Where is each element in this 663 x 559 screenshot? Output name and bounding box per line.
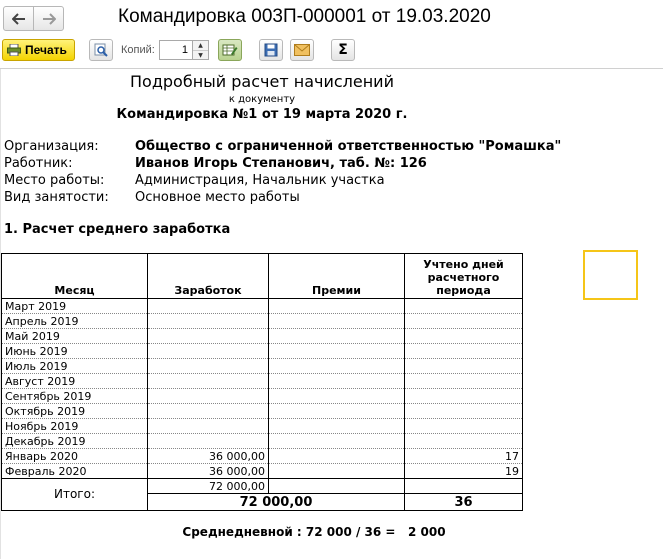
print-button-label: Печать	[25, 43, 67, 57]
forward-button[interactable]	[33, 6, 64, 31]
table-row	[2, 329, 523, 344]
employment-type-value: Основное место работы	[135, 190, 300, 205]
employee-value: Иванов Игорь Степанович, таб. №: 126	[135, 156, 427, 171]
bonus-cell	[269, 299, 405, 314]
bonus-cell	[269, 404, 405, 419]
workplace-label: Место работы:	[4, 173, 105, 188]
bonus-cell	[269, 344, 405, 359]
employment-type-label: Вид занятости:	[4, 190, 109, 205]
table-row	[2, 449, 523, 464]
print-button[interactable]	[2, 39, 75, 61]
month-cell: Ноябрь 2019	[2, 419, 148, 434]
earnings-cell: 36 000,00	[148, 449, 269, 464]
printer-icon	[7, 44, 21, 56]
envelope-icon	[294, 44, 310, 56]
days-cell	[405, 359, 523, 374]
days-cell	[405, 299, 523, 314]
table-row	[2, 359, 523, 374]
grand-total: 72 000,00	[148, 494, 405, 511]
copies-input[interactable]: 1	[159, 40, 192, 60]
bonus-cell	[269, 464, 405, 479]
arrow-left-icon	[12, 13, 26, 25]
days-cell	[405, 329, 523, 344]
bonus-cell	[269, 449, 405, 464]
copies-stepper[interactable]	[192, 40, 209, 60]
days-cell	[405, 314, 523, 329]
month-cell: Апрель 2019	[2, 314, 148, 329]
month-cell: Июль 2019	[2, 359, 148, 374]
days-cell: 17	[405, 449, 523, 464]
table-row	[2, 374, 523, 389]
month-cell: Декабрь 2019	[2, 434, 148, 449]
days-cell	[405, 344, 523, 359]
report-subtitle: к документу	[228, 94, 296, 105]
preview-button[interactable]	[89, 39, 113, 61]
month-cell: Август 2019	[2, 374, 148, 389]
month-cell: Октябрь 2019	[2, 404, 148, 419]
header-earnings: Заработок	[148, 254, 269, 299]
average-daily-line: Среднедневной : 72 000 / 36 = 2 000	[182, 525, 446, 539]
table-row	[2, 314, 523, 329]
bonus-cell	[269, 419, 405, 434]
header-bonus: Премии	[269, 254, 405, 299]
sum-icon: Σ	[338, 42, 348, 58]
bonus-cell	[269, 434, 405, 449]
bonus-cell	[269, 359, 405, 374]
arrow-right-icon	[42, 13, 56, 25]
earnings-cell	[148, 314, 269, 329]
magnifier-icon	[94, 43, 108, 57]
table-edit-icon	[222, 43, 238, 57]
report-document	[0, 68, 663, 559]
earnings-cell: 36 000,00	[148, 464, 269, 479]
window-title: Командировка 003П-000001 от 19.03.2020	[118, 6, 491, 27]
stepper-up-icon[interactable]: ▲	[198, 42, 203, 49]
table-row	[2, 464, 523, 479]
month-cell: Февраль 2020	[2, 464, 148, 479]
header-month: Месяц	[2, 254, 148, 299]
month-cell: Июнь 2019	[2, 344, 148, 359]
bonus-cell	[269, 329, 405, 344]
organization-label: Организация:	[4, 139, 99, 154]
table-row	[2, 344, 523, 359]
days-cell	[405, 434, 523, 449]
table-row	[2, 404, 523, 419]
month-cell: Январь 2020	[2, 449, 148, 464]
floppy-disk-icon	[264, 43, 278, 57]
earnings-cell	[148, 434, 269, 449]
days-cell	[405, 419, 523, 434]
selected-cell-frame[interactable]	[583, 250, 638, 300]
save-button[interactable]	[259, 39, 283, 61]
send-email-button[interactable]	[290, 39, 314, 61]
table-row	[2, 419, 523, 434]
toolbar	[0, 36, 663, 66]
copies-label: Копий:	[121, 44, 155, 56]
days-cell: 19	[405, 464, 523, 479]
earnings-cell	[148, 404, 269, 419]
earnings-cell	[148, 389, 269, 404]
month-cell: Сентябрь 2019	[2, 389, 148, 404]
bonus-cell	[269, 374, 405, 389]
table-row	[2, 389, 523, 404]
table-row	[2, 299, 523, 314]
total-bonus	[269, 479, 405, 494]
earnings-cell	[148, 359, 269, 374]
total-days: 36	[405, 494, 523, 511]
earnings-cell	[148, 374, 269, 389]
bonus-cell	[269, 389, 405, 404]
month-cell: Март 2019	[2, 299, 148, 314]
sum-button[interactable]	[331, 39, 355, 61]
section-title: 1. Расчет среднего заработка	[4, 222, 231, 237]
month-cell: Май 2019	[2, 329, 148, 344]
total-label: Итого:	[2, 479, 148, 511]
total-days-top	[405, 479, 523, 494]
workplace-value: Администрация, Начальник участка	[135, 173, 385, 188]
earnings-table	[1, 253, 523, 511]
bonus-cell	[269, 314, 405, 329]
report-title: Подробный расчет начислений	[130, 72, 394, 91]
table-row	[2, 434, 523, 449]
title-bar	[0, 0, 663, 36]
earnings-cell	[148, 344, 269, 359]
earnings-cell	[148, 419, 269, 434]
header-days: Учтено дней расчетного периода	[405, 254, 523, 299]
days-cell	[405, 404, 523, 419]
earnings-cell	[148, 299, 269, 314]
document-reference: Командировка №1 от 19 марта 2020 г.	[116, 107, 408, 122]
employee-label: Работник:	[4, 156, 73, 171]
days-cell	[405, 389, 523, 404]
total-earnings: 72 000,00	[148, 479, 269, 494]
stepper-down-icon[interactable]: ▼	[193, 50, 208, 59]
edit-mode-button[interactable]	[218, 39, 242, 61]
days-cell	[405, 374, 523, 389]
organization-value: Общество с ограниченной ответственностью "Ромашка"	[135, 139, 562, 154]
back-button[interactable]	[3, 6, 34, 31]
earnings-cell	[148, 329, 269, 344]
